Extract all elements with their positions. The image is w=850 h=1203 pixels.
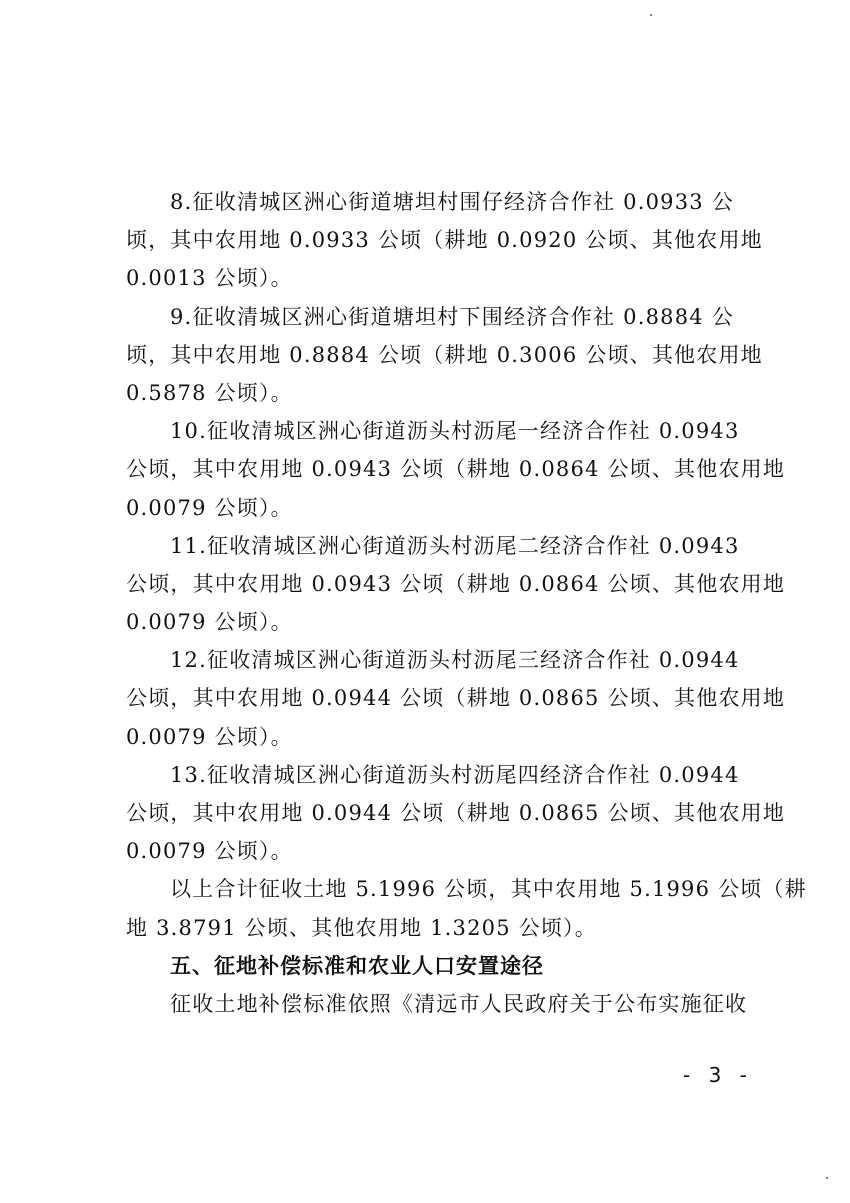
paragraph-item-12 bbox=[126, 641, 786, 756]
text-line: 公顷，其中农用地 0.0944 公顷（耕地 0.0865 公顷、其他农用地 bbox=[126, 801, 786, 825]
text-line: 公顷，其中农用地 0.0944 公顷（耕地 0.0865 公顷、其他农用地 bbox=[126, 686, 786, 711]
scan-speck bbox=[650, 14, 652, 16]
scan-speck bbox=[826, 1177, 828, 1179]
text-line: 顷，其中农用地 0.0933 公顷（耕地 0.0920 公顷、其他农用地 bbox=[126, 228, 763, 253]
page-number: - 3 - bbox=[683, 1063, 753, 1087]
text-line: 以上合计征收土地 5.1996 公顷，其中农用地 5.1996 公顷（耕 bbox=[170, 877, 807, 902]
text-line: 0.0079 公顷）。 bbox=[126, 495, 293, 520]
paragraph-item-9 bbox=[126, 298, 763, 413]
paragraph-item-10 bbox=[126, 412, 786, 527]
text-line: 11.征收清城区洲心街道沥头村沥尾二经济合作社 0.0943 bbox=[170, 533, 740, 558]
text-line: 公顷，其中农用地 0.0943 公顷（耕地 0.0864 公顷、其他农用地 bbox=[126, 457, 786, 482]
paragraph-total bbox=[126, 870, 807, 946]
text-line: 9.征收清城区洲心街道塘坦村下围经济合作社 0.8884 公 bbox=[170, 304, 734, 329]
section-heading: 五、征地补偿标准和农业人口安置途径 bbox=[170, 953, 544, 978]
text-line: 0.0013 公顷）。 bbox=[126, 266, 293, 291]
text-line: 0.0079 公顷）。 bbox=[126, 839, 293, 864]
text-line: 0.0079 公顷）。 bbox=[126, 610, 293, 635]
text-line: 0.5878 公顷）。 bbox=[126, 380, 293, 405]
paragraph-item-11 bbox=[126, 527, 786, 642]
text-line: 12.征收清城区洲心街道沥头村沥尾三经济合作社 0.0944 bbox=[170, 648, 740, 673]
text-line: 13.征收清城区洲心街道沥头村沥尾四经济合作社 0.0944 bbox=[170, 762, 740, 787]
text-line: 8.征收清城区洲心街道塘坦村围仔经济合作社 0.0933 公 bbox=[170, 190, 734, 214]
text-line: 公顷，其中农用地 0.0943 公顷（耕地 0.0864 公顷、其他农用地 bbox=[126, 571, 786, 596]
text-line: 地 3.8791 公顷、其他农用地 1.3205 公顷）。 bbox=[126, 915, 597, 940]
text-line: 顷，其中农用地 0.8884 公顷（耕地 0.3006 公顷、其他农用地 bbox=[126, 342, 763, 367]
document-body bbox=[126, 183, 807, 1023]
text-line: 0.0079 公顷）。 bbox=[126, 724, 293, 749]
paragraph-item-8 bbox=[126, 183, 763, 298]
text-line: 征收土地补偿标准依照《清远市人民政府关于公布实施征收 bbox=[170, 991, 748, 1016]
paragraph-item-13 bbox=[126, 756, 786, 871]
text-line: 10.征收清城区洲心街道沥头村沥尾一经济合作社 0.0943 bbox=[170, 419, 740, 444]
